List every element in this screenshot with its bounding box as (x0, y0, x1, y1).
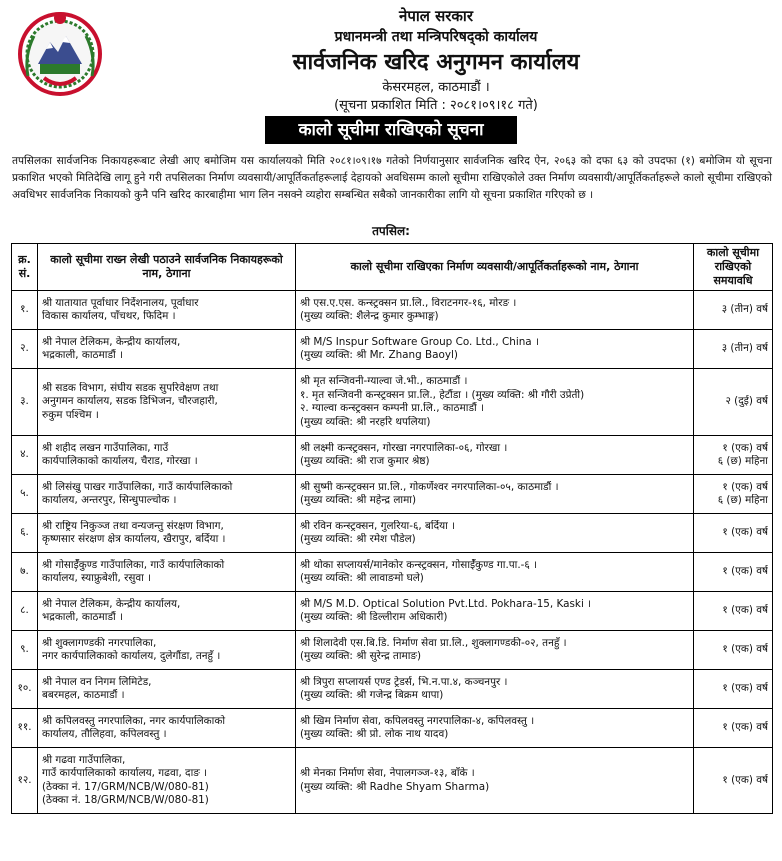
firm-line: श्री मृत सन्जिवनी-ग्याल्वा जे.भी., काठमाडौं । (300, 375, 468, 387)
header-firm: कालो सूचीमा राखिएका निर्माण व्यवसायी/आपूर्तिकर्ताहरूको नाम, ठेगाना (296, 244, 694, 291)
row-agency (38, 330, 296, 369)
period-line: ६ (छ) महिना (717, 494, 768, 506)
period-line: १ (एक) वर्ष (722, 682, 768, 695)
firm-line: (मुख्य व्यक्ति: श्री गजेन्द्र बिक्रम थापा) (300, 689, 444, 701)
row-serial: ६. (12, 514, 38, 553)
row-period (694, 436, 773, 475)
agency-line: श्री शहीद लखन गाउँपालिका, गाउँ (42, 441, 169, 454)
agency-line: श्री गोसाईँकुण्ड गाउँपालिका, गाउँ कार्यपालिकाको (42, 558, 225, 571)
row-period (694, 475, 773, 514)
firm-line: (मुख्य व्यक्ति: श्री महेन्द्र लामा) (300, 494, 417, 506)
agency-line: बबरमहल, काठमाडौं । (42, 689, 125, 701)
row-agency (38, 592, 296, 631)
row-period (694, 592, 773, 631)
row-serial: २. (12, 330, 38, 369)
row-serial: ९. (12, 631, 38, 670)
row-period (694, 709, 773, 748)
row-serial: ४. (12, 436, 38, 475)
table-row (12, 369, 773, 436)
period-line: १ (एक) वर्ष (722, 565, 768, 578)
row-firm (296, 553, 694, 592)
firm-line: (मुख्य व्यक्ति: श्री Radhe Shyam Sharma) (300, 780, 490, 793)
row-firm (296, 592, 694, 631)
intro-paragraph: तपसिलका सार्वजनिक निकायहरूबाट लेखी आए बमोजिम यस कार्यालयको मिति २०८१।०९।१७ गतेको निर्णयानुसार सार्वजनिक खरिद ऐन, २०६३ को दफा ६३ को उपदफा (१) बमोजिम यो सूचना प्रकाशित भएको मितिदेखि लागू हुने गरी तपसिलका निर्माण व्यवसायी/आपूर्तिकर्ताहरूलाई देहायको अवधिसम्म कालो सूचीमा राखिएकोले उक्त निर्माण व्यवसायी/आपूर्तिकर्ताहरूले कालो सूचीमा राखिएको अवधिभर सार्वजनिक निकायको कुनै पनि खरिद कारबाहीमा भाग लिन नसक्ने व्यहोरा सम्बन्धित सबैको जानकारीका लागि यो सूचना प्रकाशित गरिएको छ । (12, 155, 772, 201)
firm-line: १. मृत सन्जिवनी कन्स्ट्रक्सन प्रा.लि., हेटौंडा । (मुख्य व्यक्ति: श्री गौरी उप्रेती) (300, 388, 585, 401)
table-row (12, 592, 773, 631)
agency-line: श्री शुक्लागण्डकी नगरपालिका, (42, 636, 157, 649)
row-firm (296, 631, 694, 670)
row-agency (38, 631, 296, 670)
agency-line: (ठेक्का नं. 17/GRM/NCB/W/080-81) (42, 780, 209, 793)
table-row (12, 475, 773, 514)
table-row (12, 436, 773, 475)
row-serial: १०. (12, 670, 38, 709)
row-serial: १. (12, 291, 38, 330)
row-serial: ३. (12, 369, 38, 436)
agency-line: भद्रकाली, काठमाडौं । (42, 349, 123, 361)
row-firm (296, 670, 694, 709)
firm-line: (मुख्य व्यक्ति: शैलेन्द्र कुमार कुम्भाङ्ग) (300, 310, 439, 322)
department-name: सार्वजनिक खरिद अनुगमन कार्यालय (292, 50, 580, 75)
firm-line: (मुख्य व्यक्ति: श्री Mr. Zhang Baoyl) (300, 349, 458, 361)
firm-line: श्री त्रिपुरा सप्लायर्स एण्ड ट्रेडर्स, भि.न.पा.४, कञ्चनपुर । (300, 675, 508, 688)
period-line: २ (दुई) वर्ष (725, 395, 768, 408)
table-body (12, 291, 773, 814)
row-agency (38, 436, 296, 475)
table-row (12, 670, 773, 709)
firm-line: श्री लक्ष्मी कन्स्ट्रक्सन, गोरखा नगरपालिका-०६, गोरखा । (300, 441, 508, 454)
row-period (694, 291, 773, 330)
agency-line: कृष्णसार संरक्षण क्षेत्र कार्यालय, खैरापुर, बर्दिया । (42, 533, 226, 545)
agency-line: श्री यातायात पूर्वाधार निर्देशनालय, पूर्वाधार (42, 296, 199, 309)
row-period (694, 553, 773, 592)
agency-line: श्री गढवा गाउँपालिका, (42, 753, 126, 766)
row-period (694, 670, 773, 709)
row-firm (296, 291, 694, 330)
period-line: १ (एक) वर्ष (722, 441, 768, 454)
firm-line: (मुख्य व्यक्ति: श्री प्रो. लोक नाथ यादव) (300, 728, 449, 740)
schedule-subtitle: तपसिल: (372, 224, 410, 238)
row-period (694, 514, 773, 553)
period-line: १ (एक) वर्ष (722, 643, 768, 656)
row-period (694, 748, 773, 814)
agency-line: श्री नेपाल टेलिकम, केन्द्रीय कार्यालय, (42, 335, 181, 348)
table-row (12, 709, 773, 748)
row-period (694, 330, 773, 369)
firm-line: श्री रविन कन्स्ट्रक्सन, गुलरिया-६, बर्दिया । (300, 519, 456, 532)
row-firm (296, 475, 694, 514)
firm-line: (मुख्य व्यक्ति: श्री डिल्लीराम अधिकारी) (300, 611, 448, 623)
agency-line: श्री कपिलवस्तु नगरपालिका, नगर कार्यपालिकाको (42, 714, 226, 727)
row-firm (296, 748, 694, 814)
period-line: १ (एक) वर्ष (722, 773, 768, 786)
row-firm (296, 709, 694, 748)
header-sn: क्र. सं. (12, 244, 38, 291)
firm-line: श्री शिलादेवी एस.बि.डि. निर्माण सेवा प्रा.लि., शुक्लागण्डकी-०२, तनहुँ । (300, 636, 567, 649)
firm-line: श्री एस.ए.एस. कन्स्ट्रक्सन प्रा.लि., विराटनगर-१६, मोरङ । (300, 296, 517, 309)
row-serial: १२. (12, 748, 38, 814)
row-agency (38, 369, 296, 436)
office-name: प्रधानमन्त्री तथा मन्त्रिपरिषद्को कार्यालय (334, 29, 538, 45)
agency-line: श्री सडक विभाग, संघीय सडक सुपरिवेक्षण तथा (42, 381, 219, 394)
table-row (12, 291, 773, 330)
period-line: १ (एक) वर्ष (722, 526, 768, 539)
header-period: कालो सूचीमा राखिएको समयावधि (694, 244, 773, 291)
row-serial: ८. (12, 592, 38, 631)
period-line: १ (एक) वर्ष (722, 480, 768, 493)
table-row (12, 748, 773, 814)
row-firm (296, 330, 694, 369)
agency-line: विकास कार्यालय, पाँचथर, फिदिम । (42, 310, 176, 322)
period-line: १ (एक) वर्ष (722, 721, 768, 734)
agency-line: श्री नेपाल टेलिकम, केन्द्रीय कार्यालय, (42, 597, 181, 610)
row-firm (296, 514, 694, 553)
office-address: केसरमहल, काठमाडौं । (382, 80, 490, 95)
blacklist-table (11, 243, 773, 814)
period-line: ६ (छ) महिना (717, 455, 768, 467)
firm-line: (मुख्य व्यक्ति: श्री रमेश पौडेल) (300, 533, 416, 545)
firm-line: श्री सुष्मी कन्स्ट्रक्सन प्रा.लि., गोकर्णेश्वर नगरपालिका-०५, काठमाडौं । (300, 480, 559, 493)
firm-line: श्री M/S Inspur Software Group Co. Ltd., China । (300, 335, 539, 348)
row-agency (38, 709, 296, 748)
row-agency (38, 553, 296, 592)
row-agency (38, 514, 296, 553)
agency-line: कार्यालय, स्याफ्रुबेशी, रसुवा । (42, 572, 152, 584)
firm-line: श्री M/S M.D. Optical Solution Pvt.Ltd. Pokhara-15, Kaski । (300, 597, 592, 610)
firm-line: (मुख्य व्यक्ति: श्री राज कुमार श्रेष्ठ) (300, 455, 430, 467)
row-agency (38, 291, 296, 330)
row-agency (38, 475, 296, 514)
agency-line: श्री राष्ट्रिय निकुञ्ज तथा वन्यजन्तु संरक्षण विभाग, (42, 519, 224, 532)
row-firm (296, 369, 694, 436)
agency-line: रुकुम पश्चिम । (42, 408, 99, 421)
agency-line: भद्रकाली, काठमाडौं । (42, 611, 123, 623)
row-serial: ११. (12, 709, 38, 748)
firm-line: २. ग्याल्वा कन्स्ट्रक्सन कम्पनी प्रा.लि., काठमाडौं । (300, 402, 484, 414)
table-header-row (12, 244, 773, 291)
agency-line: कार्यालय, अन्तरपुर, सिन्धुपाल्चोक । (42, 494, 177, 506)
row-serial: ७. (12, 553, 38, 592)
firm-line: श्री मेनका निर्माण सेवा, नेपालगञ्ज-१३, बाँके । (300, 767, 475, 779)
header-agency: कालो सूचीमा राख्न लेखी पठाउने सार्वजनिक निकायहरूको नाम, ठेगाना (38, 244, 296, 291)
agency-line: कार्यपालिकाको कार्यालय, चैराड, गोरखा । (42, 455, 198, 467)
row-agency (38, 670, 296, 709)
agency-line: गाउँ कार्यपालिकाको कार्यालय, गढवा, दाङ । (42, 767, 208, 779)
firm-line: श्री थोका सप्लायर्स/मानेकोर कन्स्ट्रक्सन, गोसाईँकुण्ड गा.पा.-६ । (300, 558, 538, 571)
row-period (694, 631, 773, 670)
firm-line: (मुख्य व्यक्ति: श्री सुरेन्द्र तामाङ) (300, 650, 422, 662)
firm-line: (मुख्य व्यक्ति: श्री लावाङमो घले) (300, 572, 424, 584)
agency-line: श्री लिसंखु पाखर गाउँपालिका, गाउँ कार्यपालिकाको (42, 480, 233, 493)
period-line: १ (एक) वर्ष (722, 604, 768, 617)
government-name: नेपाल सरकार (399, 7, 473, 25)
agency-line: श्री नेपाल वन निगम लिमिटेड, (42, 675, 152, 688)
table-row (12, 553, 773, 592)
firm-line: (मुख्य व्यक्ति: श्री नरहरि थपलिया) (300, 415, 431, 428)
row-serial: ५. (12, 475, 38, 514)
period-line: ३ (तीन) वर्ष (721, 342, 768, 355)
table-row (12, 514, 773, 553)
agency-line: कार्यालय, तौलिहवा, कपिलवस्तु । (42, 728, 167, 740)
row-firm (296, 436, 694, 475)
firm-line: श्री खिम निर्माण सेवा, कपिलवस्तु नगरपालिका-४, कपिलवस्तु । (300, 714, 535, 727)
row-agency (38, 748, 296, 814)
table-row (12, 631, 773, 670)
period-line: ३ (तीन) वर्ष (721, 303, 768, 316)
published-date: (सूचना प्रकाशित मिति : २०८१।०९।१८ गते) (334, 98, 538, 113)
agency-line: नगर कार्यपालिकाको कार्यालय, दुलेगौंडा, तनहुँ । (42, 650, 221, 662)
row-period (694, 369, 773, 436)
agency-line: अनुगमन कार्यालय, सडक डिभिजन, चौरजहारी, (42, 395, 218, 408)
notice-title: कालो सूचीमा राखिएको सूचना (265, 116, 517, 144)
agency-line: (ठेक्का नं. 18/GRM/NCB/W/080-81) (42, 794, 209, 806)
nepal-emblem-icon (14, 6, 106, 98)
table-row (12, 330, 773, 369)
